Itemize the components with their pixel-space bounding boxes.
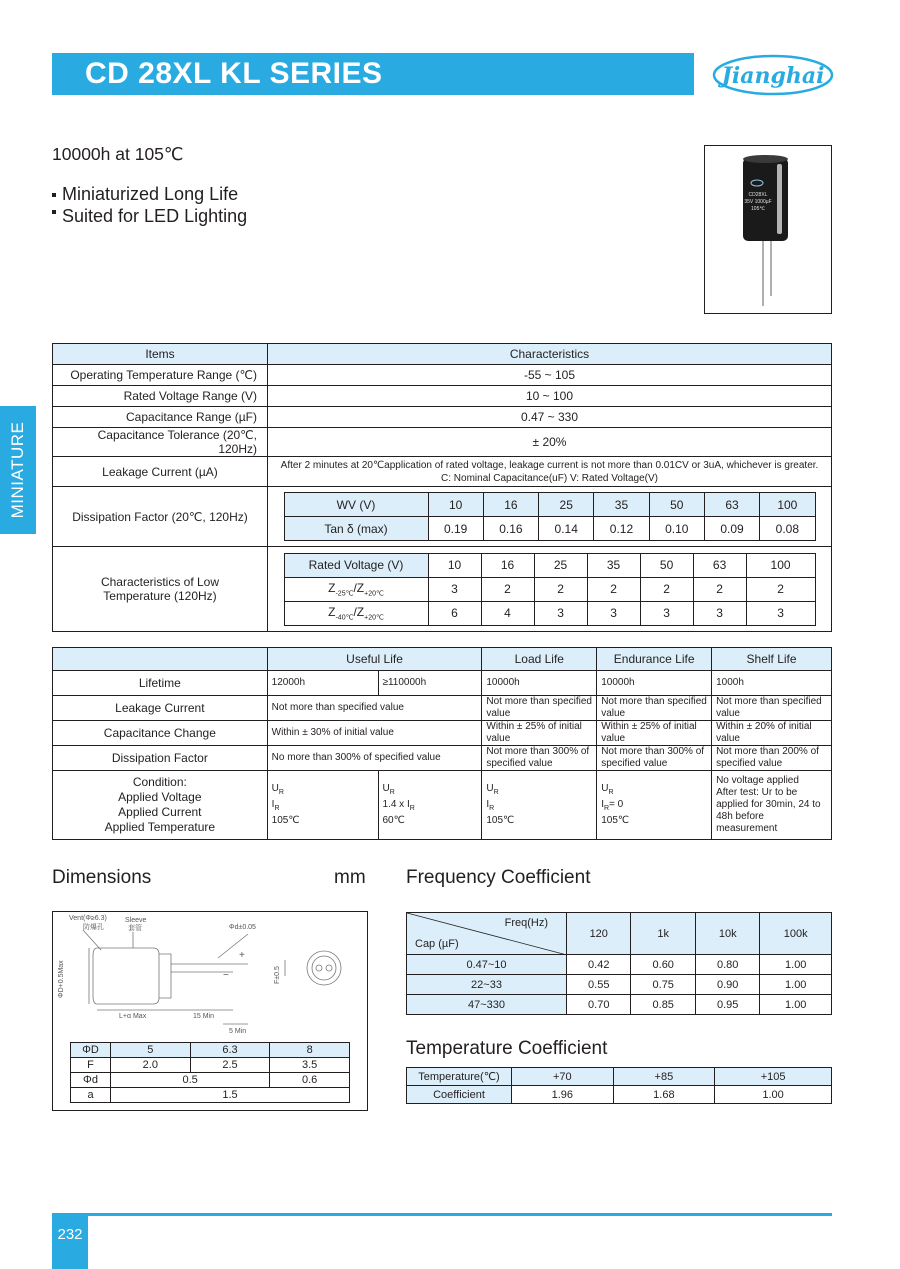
dissipation-cell <box>268 487 832 547</box>
life-corner <box>53 648 268 671</box>
lifetime-value: 12000h <box>267 671 378 696</box>
svg-text:5 Min: 5 Min <box>229 1028 247 1035</box>
z25-value: 2 <box>640 577 693 601</box>
z25-value: 2 <box>693 577 746 601</box>
leakage-current-label: Leakage Current <box>53 696 268 721</box>
tan-value: 0.14 <box>539 517 594 541</box>
freq-value: 0.75 <box>631 975 695 995</box>
phiD-value: 5 <box>111 1043 191 1058</box>
wv-value: 25 <box>539 493 594 517</box>
temperature-label: Temperature(℃) <box>407 1068 512 1086</box>
feature-label: Suited for LED Lighting <box>62 206 248 226</box>
endurance-life-header: Endurance Life <box>597 648 712 671</box>
phid-value: 0.6 <box>270 1073 350 1088</box>
z25-value: 2 <box>587 577 640 601</box>
frequency-table <box>406 912 832 1015</box>
z25-value: 2 <box>746 577 815 601</box>
z25-value: 3 <box>428 577 481 601</box>
freq-value: 1.00 <box>760 955 832 975</box>
rv-value: 100 <box>746 553 815 577</box>
phiD-value: 8 <box>270 1043 350 1058</box>
tolerance-label: Capacitance Tolerance (20℃, 120Hz) <box>53 428 268 457</box>
svg-text:ΦD+0.5Max: ΦD+0.5Max <box>58 960 65 998</box>
wv-value: 10 <box>428 493 483 517</box>
df-endurance: Not more than 300% of specified value <box>597 746 712 771</box>
cap-load: Within ± 25% of initial value <box>482 721 597 746</box>
phid-value: 0.5 <box>111 1073 270 1088</box>
svg-text:+: + <box>239 950 245 961</box>
df-shelf: Not more than 200% of specified value <box>712 746 832 771</box>
freq-value: 0.55 <box>567 975 631 995</box>
freq-value: 1.00 <box>760 975 832 995</box>
low-temp-label-line: Characteristics of Low <box>100 575 220 589</box>
shelf-life-header: Shelf Life <box>712 648 832 671</box>
dissipation-factor-label: Dissipation Factor <box>53 746 268 771</box>
life-table <box>52 647 832 840</box>
condition-useful-2: $U_R$ 1.4 x $I_R$ 60℃ <box>378 771 482 840</box>
lifetime-value: 10000h <box>597 671 712 696</box>
z40-value: 3 <box>587 601 640 625</box>
freq-header: 120 <box>567 913 631 955</box>
rv-value: 35 <box>587 553 640 577</box>
frequency-title: Frequency Coefficient <box>406 867 591 888</box>
temperature-value: +85 <box>613 1068 715 1086</box>
phid-label: Φd <box>71 1073 111 1088</box>
leakage-label: Leakage Current (µA) <box>53 457 268 487</box>
svg-text:L+α Max: L+α Max <box>119 1013 147 1020</box>
F-value: 2.5 <box>190 1058 270 1073</box>
condition-line: Applied Voltage <box>118 790 202 804</box>
leakage-value <box>268 457 832 487</box>
coefficient-label: Coefficient <box>407 1086 512 1104</box>
rv-value: 63 <box>693 553 746 577</box>
condition-shelf: No voltage applied After test: Ur to be applied for 30min, 24 to 48h before measurement <box>712 771 832 840</box>
product-photo <box>704 145 832 314</box>
bullet-icon <box>52 193 56 197</box>
rv-value: 25 <box>534 553 587 577</box>
temperature-table <box>406 1067 832 1104</box>
z-ratio-40-label: $Z_{-40℃}/Z_{+20℃}$ <box>284 601 428 625</box>
tolerance-value: ± 20% <box>268 428 832 457</box>
coefficient-value: 1.96 <box>512 1086 614 1104</box>
lifetime-value: 10000h <box>482 671 597 696</box>
leakage-endurance: Not more than specified value <box>597 696 712 721</box>
rv-value: 10 <box>428 553 481 577</box>
F-label: F <box>71 1058 111 1073</box>
svg-text:Φd±0.05: Φd±0.05 <box>229 924 256 931</box>
wv-value: 16 <box>483 493 538 517</box>
op-temp-label: Operating Temperature Range (℃) <box>53 365 268 386</box>
low-temp-label-line: Temperature (120Hz) <box>103 589 217 603</box>
cap-label: Cap (µF) <box>415 938 459 950</box>
freq-label: Freq(Hz) <box>504 917 548 929</box>
condition-useful-1: $U_R$ $I_R$ 105℃ <box>267 771 378 840</box>
coefficient-value: 1.00 <box>715 1086 832 1104</box>
condition-label <box>53 771 268 840</box>
feature-item <box>52 184 238 205</box>
freq-cap-range: 0.47~10 <box>407 955 567 975</box>
useful-life-header: Useful Life <box>267 648 482 671</box>
condition-endurance: $U_R$ $I_R= 0$ 105℃ <box>597 771 712 840</box>
logo-text: Jianghai <box>721 63 825 89</box>
phiD-label: ΦD <box>71 1043 111 1058</box>
side-tab-label: MINIATURE <box>8 421 27 519</box>
specifications-table <box>52 343 832 632</box>
z40-value: 4 <box>481 601 534 625</box>
op-temp-value: -55 ~ 105 <box>268 365 832 386</box>
lifetime-value: ≥110000h <box>378 671 482 696</box>
low-temp-inner-table <box>284 553 816 626</box>
z40-value: 3 <box>640 601 693 625</box>
dimensions-unit: mm <box>334 867 366 888</box>
phiD-value: 6.3 <box>190 1043 270 1058</box>
load-life-header: Load Life <box>482 648 597 671</box>
side-tab-label-wrap <box>0 406 36 534</box>
leakage-useful: Not more than specified value <box>267 696 482 721</box>
wv-label: WV (V) <box>284 493 428 517</box>
rv-value: 16 <box>481 553 534 577</box>
coefficient-value: 1.68 <box>613 1086 715 1104</box>
freq-header: 1k <box>631 913 695 955</box>
condition-line: Applied Current <box>118 805 202 819</box>
z-ratio-25-label: $Z_{-25℃}/Z_{+20℃}$ <box>284 577 428 601</box>
characteristics-header: Characteristics <box>268 344 832 365</box>
footer-line <box>52 1213 832 1216</box>
voltage-value: 10 ~ 100 <box>268 386 832 407</box>
condition-load: $U_R$ $I_R$ 105℃ <box>482 771 597 840</box>
items-header: Items <box>53 344 268 365</box>
F-value: 2.0 <box>111 1058 191 1073</box>
z25-value: 2 <box>534 577 587 601</box>
svg-text:Sleeve: Sleeve <box>125 917 147 924</box>
series-title: CD 28XL KL SERIES <box>85 57 383 90</box>
leakage-line-1: After 2 minutes at 20℃application of rated voltage, leakage current is not more than 0.01CV or 3uA, whichever is greater. <box>280 459 819 471</box>
temperature-title: Temperature Coefficient <box>406 1038 608 1059</box>
z40-value: 3 <box>693 601 746 625</box>
freq-header: 100k <box>760 913 832 955</box>
df-useful: No more than 300% of specified value <box>267 746 482 771</box>
feature-item <box>52 206 247 227</box>
cap-endurance: Within ± 25% of initial value <box>597 721 712 746</box>
freq-value: 0.42 <box>567 955 631 975</box>
capacitance-value: 0.47 ~ 330 <box>268 407 832 428</box>
wv-value: 35 <box>594 493 649 517</box>
freq-value: 0.90 <box>695 975 759 995</box>
freq-value: 0.95 <box>695 995 759 1015</box>
svg-text:35V 1000µF: 35V 1000µF <box>744 199 772 205</box>
temperature-value: +70 <box>512 1068 614 1086</box>
dissipation-label: Dissipation Factor (20℃, 120Hz) <box>53 487 268 547</box>
rv-value: 50 <box>640 553 693 577</box>
jianghai-logo <box>712 54 834 96</box>
condition-line: Condition: <box>132 775 187 789</box>
page-number: 232 <box>57 1226 83 1243</box>
wv-value: 50 <box>649 493 704 517</box>
z40-value: 3 <box>746 601 815 625</box>
lifetime-value: 1000h <box>712 671 832 696</box>
freq-value: 1.00 <box>760 995 832 1015</box>
tan-value: 0.19 <box>428 517 483 541</box>
dimension-drawing <box>53 912 367 1038</box>
tan-value: 0.09 <box>704 517 759 541</box>
svg-text:15 Min: 15 Min <box>193 1013 215 1020</box>
capacitance-change-label: Capacitance Change <box>53 721 268 746</box>
wv-value: 63 <box>704 493 759 517</box>
cap-shelf: Within ± 20% of initial value <box>712 721 832 746</box>
F-value: 3.5 <box>270 1058 350 1073</box>
leakage-load: Not more than specified value <box>482 696 597 721</box>
rated-voltage-label: Rated Voltage (V) <box>284 553 428 577</box>
svg-text:套管: 套管 <box>128 925 142 932</box>
freq-value: 0.70 <box>567 995 631 1015</box>
svg-text:防爆孔: 防爆孔 <box>83 924 104 931</box>
dissipation-inner-table <box>284 492 816 541</box>
a-value: 1.5 <box>111 1088 350 1103</box>
tan-value: 0.08 <box>760 517 815 541</box>
lifetime-label: Lifetime <box>53 671 268 696</box>
svg-text:105℃: 105℃ <box>751 206 765 212</box>
freq-cap-corner <box>407 913 567 955</box>
a-label: a <box>71 1088 111 1103</box>
leakage-line-2: C: Nominal Capacitance(uF) V: Rated Voltage(V) <box>441 472 658 484</box>
capacitor-image <box>705 146 830 312</box>
svg-text:−: − <box>223 970 229 981</box>
dimensions-title: Dimensions <box>52 867 152 888</box>
df-load: Not more than 300% of specified value <box>482 746 597 771</box>
svg-text:Vent(Φ≥6.3): Vent(Φ≥6.3) <box>69 915 107 922</box>
freq-header: 10k <box>695 913 759 955</box>
tan-label: Tan δ (max) <box>284 517 428 541</box>
wv-value: 100 <box>760 493 815 517</box>
tan-value: 0.16 <box>483 517 538 541</box>
voltage-label: Rated Voltage Range (V) <box>53 386 268 407</box>
dimensions-table <box>70 1042 350 1103</box>
capacitance-label: Capacitance Range (µF) <box>53 407 268 428</box>
subtitle: 10000h at 105℃ <box>52 144 184 164</box>
svg-text:F±0.5: F±0.5 <box>274 966 281 984</box>
z40-value: 3 <box>534 601 587 625</box>
leakage-shelf: Not more than specified value <box>712 696 832 721</box>
svg-text:CD28XL: CD28XL <box>748 192 768 198</box>
freq-cap-range: 47~330 <box>407 995 567 1015</box>
cap-useful: Within ± 30% of initial value <box>267 721 482 746</box>
tan-value: 0.10 <box>649 517 704 541</box>
tan-value: 0.12 <box>594 517 649 541</box>
temperature-value: +105 <box>715 1068 832 1086</box>
low-temp-label <box>53 547 268 632</box>
freq-value: 0.85 <box>631 995 695 1015</box>
freq-cap-range: 22~33 <box>407 975 567 995</box>
freq-value: 0.60 <box>631 955 695 975</box>
condition-line: Applied Temperature <box>104 820 216 834</box>
freq-value: 0.80 <box>695 955 759 975</box>
z40-value: 6 <box>428 601 481 625</box>
bullet-icon <box>52 210 56 214</box>
z25-value: 2 <box>481 577 534 601</box>
low-temp-cell <box>268 547 832 632</box>
feature-label: Miniaturized Long Life <box>62 184 239 204</box>
